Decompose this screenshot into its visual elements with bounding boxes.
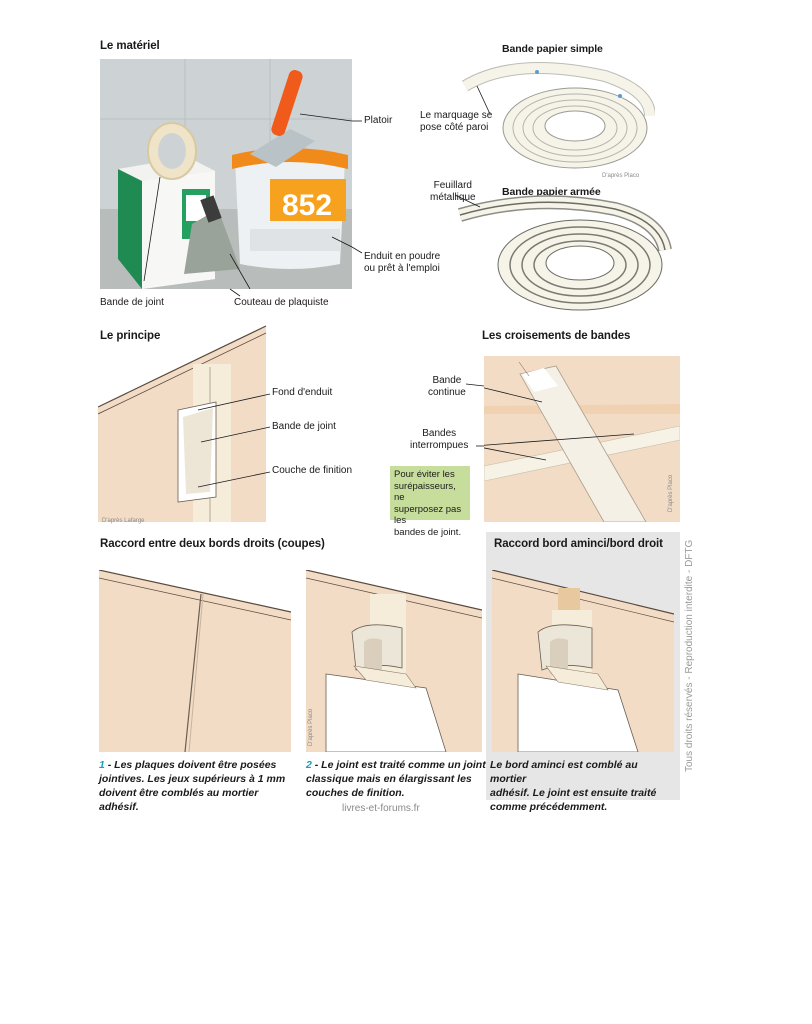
footer-site[interactable]: livres-et-forums.fr <box>342 803 420 814</box>
caption-3-line1: Le bord aminci est comblé au mortier <box>490 759 638 785</box>
label-enduit-line1: Enduit en poudre <box>364 251 441 262</box>
label-enduit-line2: ou prêt à l'emploi <box>364 263 440 274</box>
section-title-croisements: Les croisements de bandes <box>482 330 631 342</box>
label-bandes-interrompues-line2: interrompues <box>410 440 469 451</box>
section-title-bande-simple: Bande papier simple <box>502 43 603 55</box>
label-fond-enduit: Fond d'enduit <box>272 387 333 398</box>
caption-1-text1: - Les plaques doivent être posées <box>104 759 277 771</box>
section-title-raccord-droits: Raccord entre deux bords droits (coupes) <box>100 538 325 550</box>
caption-1 <box>99 758 299 814</box>
caption-1-line3: doivent être comblés au mortier adhésif. <box>99 787 259 813</box>
label-bande-continue-line1: Bande <box>432 375 462 386</box>
caption-2-line3: couches de finition. <box>306 787 405 799</box>
section-title-raccord-aminci: Raccord bord aminci/bord droit <box>494 538 663 550</box>
label-bandes-interrompues-line1: Bandes <box>422 428 457 439</box>
credit-placo-2: D'après Placo <box>668 474 674 512</box>
caption-1-line1 <box>99 758 299 772</box>
section-title-bande-armee: Bande papier armée <box>502 186 601 198</box>
label-bande-joint-principe: Bande de joint <box>272 421 336 432</box>
label-couteau: Couteau de plaquiste <box>234 297 329 308</box>
label-platoir: Platoir <box>364 115 393 126</box>
label-bande-joint: Bande de joint <box>100 297 164 308</box>
label-marquage-line2: pose côté paroi <box>420 122 489 133</box>
caption-3-line2: adhésif. Le joint est ensuite traité <box>490 787 657 799</box>
section-title-principe: Le principe <box>100 330 161 342</box>
raccord-panel-2-illustration <box>306 570 482 752</box>
bucket-label: 852 <box>282 189 333 222</box>
note-line3: superposez pas les <box>394 503 462 526</box>
label-couche-finition: Couche de finition <box>272 465 353 476</box>
note-line2: surépaisseurs, ne <box>394 480 456 503</box>
caption-2-number: 2 <box>306 759 312 771</box>
rights-watermark <box>672 539 696 772</box>
caption-1-number: 1 <box>99 759 105 771</box>
label-feuillard-line1: Feuillard <box>433 180 472 191</box>
credit-placo-3: D'après Placo <box>308 708 314 746</box>
note-line4: bandes de joint. <box>394 526 462 538</box>
label-bande-continue-line2: continue <box>428 387 466 398</box>
caption-3-line3: comme précédemment. <box>490 801 608 813</box>
credit-lafarge: D'après Lafarge <box>102 518 145 524</box>
credit-placo-1: D'après Placo <box>602 173 640 179</box>
raccord-panel-1-illustration <box>99 570 291 752</box>
label-feuillard-line2: métallique <box>430 192 476 203</box>
note-line1: Pour éviter les <box>394 469 455 480</box>
caption-3 <box>490 758 676 814</box>
caption-2-text1: - Le joint est traité comme un joint <box>311 759 486 771</box>
raccord-panel-3-illustration <box>492 570 674 752</box>
label-marquage-line1: Le marquage se <box>420 110 493 121</box>
caption-2 <box>306 758 486 800</box>
rights-watermark-text: Tous droits réservés - Reproduction interdite - DFTG <box>684 539 695 772</box>
caption-1-line2: jointives. Les jeux supérieurs à 1 mm <box>99 773 286 785</box>
caption-2-line1 <box>306 758 486 772</box>
section-title-materiel: Le matériel <box>100 40 160 52</box>
caption-2-line2: classique mais en élargissant les <box>306 773 472 785</box>
